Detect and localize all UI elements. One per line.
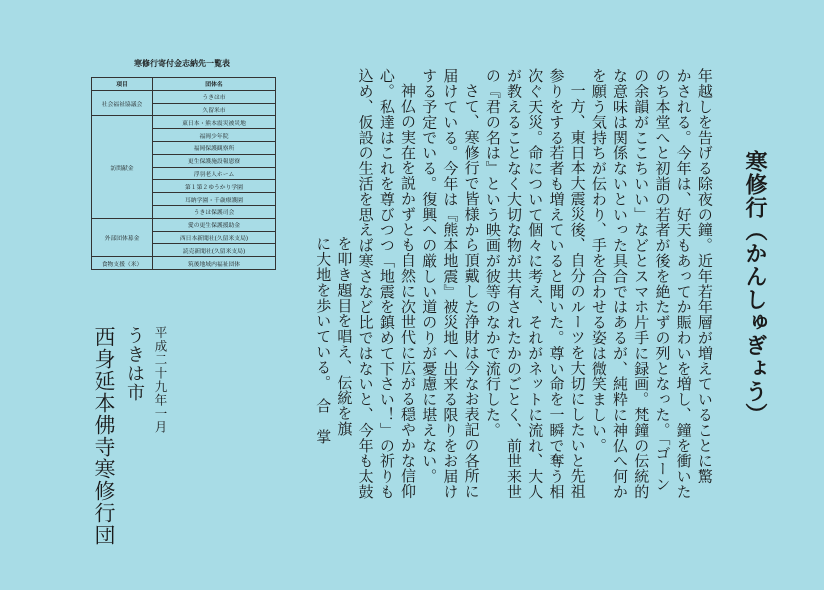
article-body xyxy=(312,68,715,499)
organization-name: 西身延本佛寺寒修行団 xyxy=(92,326,116,546)
organization-cell: 福岡保護観察所 xyxy=(153,141,276,154)
body-line: が教えることなく大切な物が共有されたかのごとく、前世来世 xyxy=(505,68,524,500)
organization-cell: 筑後地域内福祉団体 xyxy=(153,257,276,270)
body-line: 届けている。今年は『熊本地震』被災地へ出来る限りをお届け xyxy=(441,68,460,500)
body-line: の『君の名は』という映画が彼等のなかで流行した。 xyxy=(483,68,502,438)
table-row xyxy=(92,116,276,129)
article-heading: 寒修行（かんしゅぎょう） xyxy=(742,150,768,426)
organization-city: うきは市 xyxy=(124,326,145,402)
table-title: 寒修行寄付金志納先一覧表 xyxy=(134,59,230,68)
table-row xyxy=(92,90,276,103)
header-organization: 団体名 xyxy=(153,78,276,91)
category-cell: 社会福祉協議会 xyxy=(92,90,153,116)
category-cell: 訪問献金 xyxy=(92,116,153,218)
body-line: 年越しを告げる除夜の鐘。近年若年層が増えていることに驚 xyxy=(695,68,714,484)
donation-table xyxy=(91,77,276,270)
body-line: 神仏の実在を説かずとも自然に次世代に広がる穏やかな信仰 xyxy=(399,83,418,499)
organization-cell: 愛の更生保護援助金 xyxy=(153,218,276,231)
header-category: 項目 xyxy=(92,78,153,91)
organization-cell: うきは市 xyxy=(153,90,276,103)
body-line: 一方、東日本大震災後、自分のルーツを大切にしたいと先祖 xyxy=(568,83,587,499)
category-cell: 外部団体募金 xyxy=(92,218,153,256)
body-line: 心。私達はこれを尊びつつ「地震を鎮めて下さい！」の祈りも xyxy=(377,68,396,500)
organization-cell: うきは保護司会 xyxy=(153,205,276,218)
table-header-row xyxy=(92,78,276,91)
body-line: を叩き題目を唱え、伝統を旗 xyxy=(335,236,354,437)
body-line: する予定でいる。復興への厳しい道のりが憂慮に堪えない。 xyxy=(420,68,439,484)
body-line: のち本堂へと初詣の若者が後を絶たずの列となった。「ゴーン xyxy=(653,68,672,492)
organization-cell: 浮羽老人ホーム xyxy=(153,167,276,180)
body-line: な意味は関係ないといった具合ではあるが、純粋に神仏へ何か xyxy=(611,68,630,500)
table-row xyxy=(92,257,276,270)
organization-cell: 東日本・熊本震災被災地 xyxy=(153,116,276,129)
organization-cell: 耳納学園・千歳療護園 xyxy=(153,193,276,206)
category-cell: 食物支援（米） xyxy=(92,257,153,270)
organization-cell: 更生保護施設報恩寮 xyxy=(153,154,276,167)
body-line: の余韻がここちいい」などとスマホ片手に録画。梵鐘の伝統的 xyxy=(632,68,651,500)
body-line: を願う気持ちが伝わり、手を合わせる姿は微笑ましい。 xyxy=(589,68,608,453)
organization-cell: 西日本新聞社(久留米支局) xyxy=(153,231,276,244)
organization-cell: 福岡少年院 xyxy=(153,129,276,142)
body-line: 参りをする若者も増えていると聞いた。尊い命を一瞬で奪う相 xyxy=(547,68,566,500)
body-line: 込め、仮設の生活を思えば寒さなど比ではないと、今年も太鼓 xyxy=(356,68,375,500)
publication-date: 平成二十九年一月 xyxy=(153,326,168,434)
organization-cell: 第１第２ゆうかり学園 xyxy=(153,180,276,193)
body-line: かされる。今年は、好天もあってか賑わいを増し、鐘を衝いた xyxy=(674,68,693,500)
body-line: 次ぐ天災。命について個々に考え、それがネットに流れ、大人 xyxy=(526,68,545,500)
organization-cell: 久留米市 xyxy=(153,103,276,116)
body-line: に大地を歩いている。 合 掌 xyxy=(314,236,333,445)
organization-cell: 読売新聞社(久留米支局) xyxy=(153,244,276,257)
table-row xyxy=(92,218,276,231)
body-line: さて、寒修行で皆様から頂戴した浄財は今なお表記の各所に xyxy=(462,83,481,499)
